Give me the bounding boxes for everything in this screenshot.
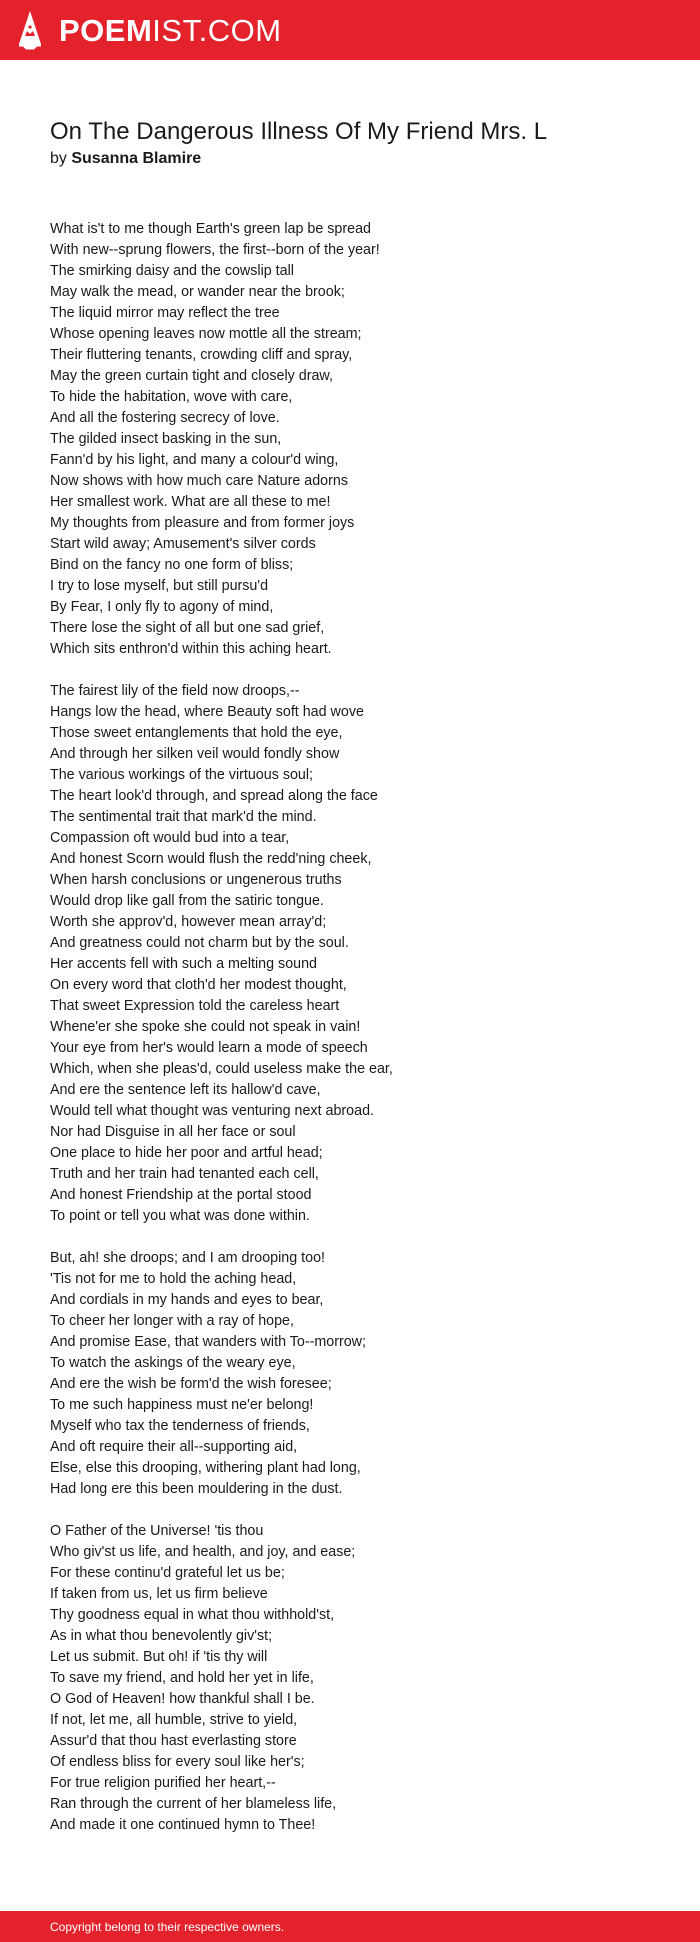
poem-stanza <box>50 681 650 1227</box>
poem-line: That sweet Expression told the careless heart <box>50 998 340 1014</box>
poem-line: And promise Ease, that wanders with To--morrow; <box>50 1334 366 1350</box>
poem-line: What is't to me though Earth's green lap be spread <box>50 221 371 237</box>
poem-line: Her accents fell with such a melting sound <box>50 956 318 972</box>
site-logo-text <box>59 12 282 48</box>
pen-nib-icon <box>17 10 43 50</box>
poem-line: And through her silken veil would fondly show <box>50 746 340 762</box>
poem-line: And honest Scorn would flush the redd'ning cheek, <box>50 851 372 867</box>
poem-line: And all the fostering secrecy of love. <box>50 410 280 426</box>
poem-line: Which sits enthron'd within this aching heart. <box>50 641 332 657</box>
poem-line: There lose the sight of all but one sad grief, <box>50 620 325 636</box>
poem-line: Thy goodness equal in what thou withhold'st, <box>50 1607 335 1623</box>
poem-line: If taken from us, let us firm believe <box>50 1586 268 1602</box>
poem-line: And honest Friendship at the portal stood <box>50 1187 312 1203</box>
poem-line: Nor had Disguise in all her face or soul <box>50 1124 296 1140</box>
poem-line: Would tell what thought was venturing next abroad. <box>50 1103 374 1119</box>
poem-line: May walk the mead, or wander near the brook; <box>50 284 345 300</box>
poem-line: To me such happiness must ne'er belong! <box>50 1397 314 1413</box>
poem-line: My thoughts from pleasure and from former joys <box>50 515 355 531</box>
poem-line: 'Tis not for me to hold the aching head, <box>50 1271 297 1287</box>
poem-stanza <box>50 219 650 660</box>
poem-line: To point or tell you what was done within. <box>50 1208 310 1224</box>
poem-line: May the green curtain tight and closely draw, <box>50 368 333 384</box>
poem-title: On The Dangerous Illness Of My Friend Mrs. L <box>50 118 548 145</box>
poem-line: Bind on the fancy no one form of bliss; <box>50 557 294 573</box>
footer-bar <box>0 1911 700 1942</box>
poem-line: Her smallest work. What are all these to me! <box>50 494 331 510</box>
poem-line: Fann'd by his light, and many a colour'd wing, <box>50 452 339 468</box>
poem-line: Your eye from her's would learn a mode of speech <box>50 1040 368 1056</box>
byline <box>50 149 201 169</box>
poem-line: Whose opening leaves now mottle all the stream; <box>50 326 362 342</box>
logo-bold-part: POEM <box>59 12 153 48</box>
poem-line: To watch the askings of the weary eye, <box>50 1355 296 1371</box>
author-name[interactable]: Susanna Blamire <box>71 150 202 167</box>
poem-line: Which, when she pleas'd, could useless make the ear, <box>50 1061 393 1077</box>
poem-line: With new--sprung flowers, the first--born of the year! <box>50 242 380 258</box>
poem-line: To save my friend, and hold her yet in life, <box>50 1670 314 1686</box>
poem-line: Of endless bliss for every soul like her's; <box>50 1754 305 1770</box>
poem-line: And oft require their all--supporting aid, <box>50 1439 298 1455</box>
poem-line: The fairest lily of the field now droops,-- <box>50 683 300 699</box>
poem-line: The various workings of the virtuous soul; <box>50 767 314 783</box>
poem-line: To cheer her longer with a ray of hope, <box>50 1313 294 1329</box>
poem-line: The smirking daisy and the cowslip tall <box>50 263 294 279</box>
poem-line: The gilded insect basking in the sun, <box>50 431 282 447</box>
poem-line: Whene'er she spoke she could not speak in vain! <box>50 1019 361 1035</box>
poem-line: To hide the habitation, wove with care, <box>50 389 293 405</box>
poem-line: And ere the wish be form'd the wish foresee; <box>50 1376 332 1392</box>
poem-line: Would drop like gall from the satiric tongue. <box>50 893 324 909</box>
poem-line: But, ah! she droops; and I am drooping too! <box>50 1250 325 1266</box>
poem-line: Else, else this drooping, withering plant had long, <box>50 1460 361 1476</box>
poem-line: I try to lose myself, but still pursu'd <box>50 578 269 594</box>
top-bar <box>0 0 700 60</box>
poem-stanza <box>50 1248 650 1500</box>
poem-line: Truth and her train had tenanted each cell, <box>50 1166 319 1182</box>
poem-line: On every word that cloth'd her modest thought, <box>50 977 347 993</box>
poem-line: And greatness could not charm but by the soul. <box>50 935 349 951</box>
poem-line: Worth she approv'd, however mean array'd; <box>50 914 327 930</box>
poem-line: O Father of the Universe! 'tis thou <box>50 1523 264 1539</box>
poem-body <box>50 219 650 1857</box>
poem-line: For true religion purified her heart,-- <box>50 1775 276 1791</box>
poem-line: Now shows with how much care Nature adorns <box>50 473 348 489</box>
poem-line: The liquid mirror may reflect the tree <box>50 305 280 321</box>
poem-line: The sentimental trait that mark'd the mind. <box>50 809 317 825</box>
poem-line: The heart look'd through, and spread along the face <box>50 788 378 804</box>
poem-line: Start wild away; Amusement's silver cords <box>50 536 316 552</box>
poem-line: Assur'd that thou hast everlasting store <box>50 1733 297 1749</box>
poem-stanza <box>50 1521 650 1836</box>
poem-line: Who giv'st us life, and health, and joy, and ease; <box>50 1544 356 1560</box>
poem-line: For these continu'd grateful let us be; <box>50 1565 285 1581</box>
poem-line: Myself who tax the tenderness of friends, <box>50 1418 310 1434</box>
poem-line: Those sweet entanglements that hold the eye, <box>50 725 343 741</box>
poem-line: One place to hide her poor and artful head; <box>50 1145 323 1161</box>
poem-line: Had long ere this been mouldering in the dust. <box>50 1481 343 1497</box>
by-label: by <box>50 150 67 167</box>
poem-line: Ran through the current of her blameless life, <box>50 1796 337 1812</box>
poem-line: Their fluttering tenants, crowding cliff and spray, <box>50 347 353 363</box>
poem-line: And cordials in my hands and eyes to bear, <box>50 1292 324 1308</box>
copyright-text: Copyright belong to their respective owners. <box>50 1920 285 1934</box>
logo-light-part: IST.COM <box>152 12 282 48</box>
poem-line: O God of Heaven! how thankful shall I be. <box>50 1691 315 1707</box>
poem-line: As in what thou benevolently giv'st; <box>50 1628 273 1644</box>
poem-line: And ere the sentence left its hallow'd cave, <box>50 1082 321 1098</box>
poem-line: And made it one continued hymn to Thee! <box>50 1817 316 1833</box>
poem-line: Hangs low the head, where Beauty soft had wove <box>50 704 364 720</box>
poem-line: Compassion oft would bud into a tear, <box>50 830 290 846</box>
poem-line: When harsh conclusions or ungenerous truths <box>50 872 342 888</box>
site-logo-link[interactable] <box>17 10 282 50</box>
poem-line: Let us submit. But oh! if 'tis thy will <box>50 1649 268 1665</box>
poem-line: By Fear, I only fly to agony of mind, <box>50 599 274 615</box>
poem-line: If not, let me, all humble, strive to yield, <box>50 1712 298 1728</box>
